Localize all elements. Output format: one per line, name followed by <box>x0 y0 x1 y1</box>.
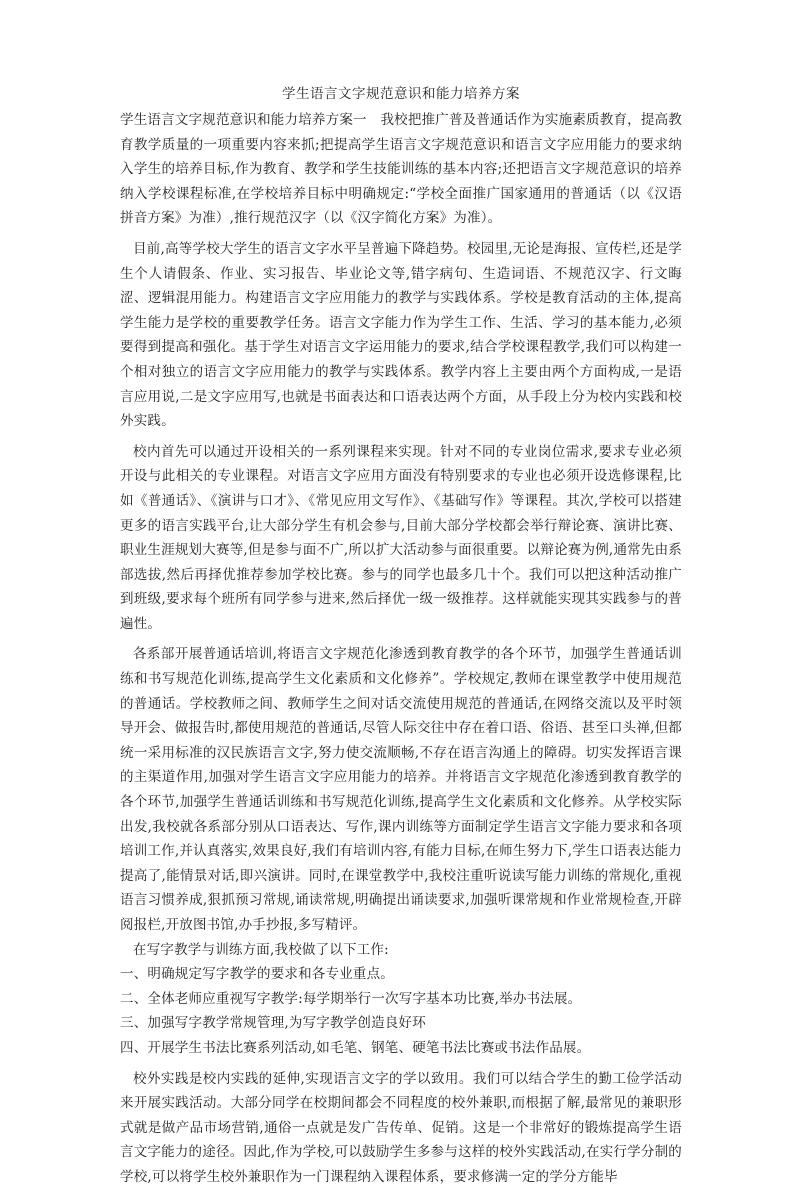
paragraph-campus-courses: 校内首先可以通过开设相关的一系列课程来实现。针对不同的专业岗位需求,要求专业必须开设与此相关的专业课程。对语言文字应用方面没有特别要求的专业也必须开设选修课程,比如《普通话》、《演讲与口才》、《常见应用文写作》、《基础写作》等课程。其次,学校可以搭建更多的语言实践平台,让大部分学生有机会参与,目前大部分学校都会举行辩论赛、演讲比赛、职业生涯规划大赛等,但是参与面不广,所以扩大活动参与面很重要。以辩论赛为例,通常先由系部选拔,然后再择优推荐参加学校比赛。参与的同学也最多几十个。我们可以把这种活动推广到班级,要求每个班所有同学参与进来,然后择优一级一级推荐。这样就能实现其实践参与的普遍性。 <box>120 443 682 632</box>
writing-work-list <box>120 962 682 1060</box>
list-item: 四、开展学生书法比赛系列活动,如毛笔、钢笔、硬笔书法比赛或书法作品展。 <box>120 1039 591 1056</box>
list-item: 一、明确规定写字教学的要求和各专业重点。 <box>120 966 394 983</box>
document-title: 学生语言文字规范意识和能力培养方案 <box>282 86 520 102</box>
paragraph-off-campus-practice: 校外实践是校内实践的延伸,实现语言文字的学以致用。我们可以结合学生的勤工俭学活动来开展实践活动。大部分同学在校期间都会不同程度的校外兼职,而根据了解,最常见的兼职形式就是做产品市场营销,通俗一点就是发广告传单、促销。这是一个非常好的锻炼提高学生语言文字能力的途径。因此,作为学校,可以鼓励学生多参与这样的校外实践活动,在实行学分制的学校,可以将学生校外兼职作为一门课程纳入课程体系，要求修满一定的学分方能毕 <box>120 1070 682 1185</box>
paragraph-mandarin-training: 各系部开展普通话培训,将语言文字规范化渗透到教育教学的各个环节，加强学生普通话训练和书写规范化训练,提高学生文化素质和文化修养”。学校规定,教师在课堂教学中使用规范的普通话。学校教师之间、教师学生之间对话交流使用规范的普通话,在网络交流以及平时领导开会、做报告时,都使用规范的普通话,尽管人际交往中存在着口语、俗语、甚至口头禅,但都统一采用标准的汉民族语言文字,努力使交流顺畅,不存在语言沟通上的障碍。切实发挥语言课的主渠道作用,加强对学生语言文字应用能力的培养。并将语言文字规范化渗透到教育教学的各个环节,加强学生普通话训练和书写规范化训练,提高学生文化素质和文化修养。从学校实际出发,我校就各系部分别从口语表达、写作,课内训练等方面制定学生语言文字能力要求和各项培训工作,并认真落实,效果良好,我们有培训内容,有能力目标,在师生努力下,学生口语表达能力提高了,能情景对话,即兴演讲。同时,在课堂教学中,我校注重听说读写能力训练的常规化,重视语言习惯养成,狠抓预习常规,诵读常规,明确提出诵读要求,加强听课常规和作业常规检查,开辟阅报栏,开放图书馆,办手抄报,多写精评。 <box>120 646 682 933</box>
list-item: 二、全体老师应重视写字教学:每学期举行一次写字基本功比赛,举办书法展。 <box>120 990 582 1007</box>
paragraph-current-situation: 目前,高等学校大学生的语言文字水平呈普遍下降趋势。校园里,无论是海报、宣传栏,还是学生个人请假条、作业、实习报告、毕业论文等,错字病句、生造词语、不规范汉字、行文晦涩、逻辑混用能力。构建语言文字应用能力的教学与实践体系。学校是教育活动的主体,提高学生能力是学校的重要教学任务。语言文字能力作为学生工作、生活、学习的基本能力,必须要得到提高和强化。基于学生对语言文字运用能力的要求,结合学校课程教学,我们可以构建一个相对独立的语言文字应用能力的教学与实践体系。教学内容上主要由两个方面构成,一是语言应用说,二是文字应用写,也就是书面表达和口语表达两个方面，从手段上分为校内实践和校外实践。 <box>120 240 682 430</box>
paragraph-intro: 学生语言文字规范意识和能力培养方案一 我校把推广普及普通话作为实施素质教育，提高教育教学质量的一项重要内容来抓;把提高学生语言文字规范意识和语言文字应用能力的要求纳入学生的培养目标,作为教育、教学和学生技能训练的基本内容;还把语言文字规范意识的培养纳入学校课程标准,在学校培养目标中明确规定:“学校全面推广国家通用的普通话（以《汉语拼音方案》为准）,推行规范汉字（以《汉字简化方案》为准）。 <box>120 112 682 227</box>
paragraph-writing-intro: 在写字教学与训练方面,我校做了以下工作: <box>133 941 389 958</box>
list-item: 三、加强写字教学常规管理,为写字教学创造良好环 <box>120 1015 426 1032</box>
